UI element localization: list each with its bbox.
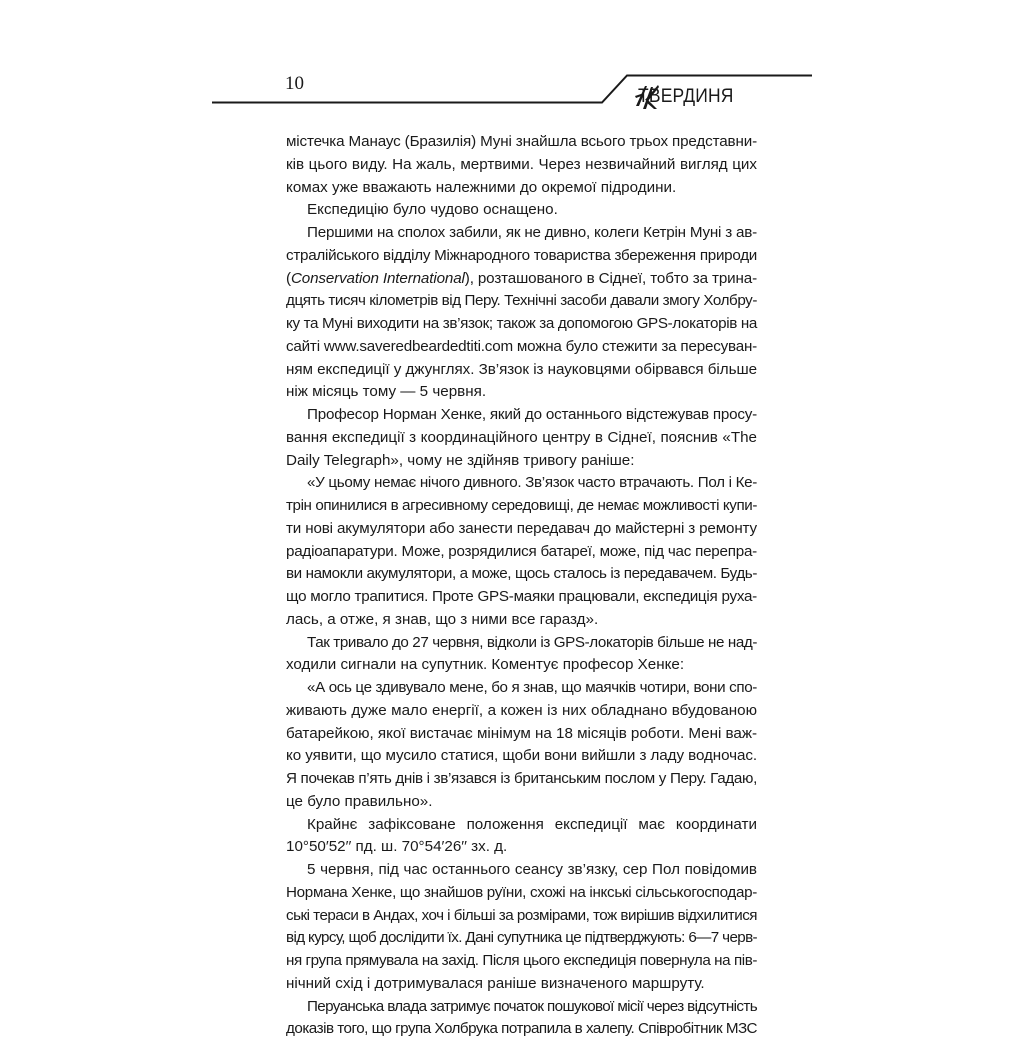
- text-line: ня група прямувала на захід. Після цього експедиція повернула на пів-: [286, 952, 757, 969]
- text-line: «А ось це здивувало мене, бо я знав, що маячків чотири, вони спо-: [307, 679, 757, 696]
- text-line: Так тривало до 27 червня, відколи із GPS-локаторів більше не над-: [307, 633, 757, 651]
- text-line: ням експедиції у джунглях. Зв’язок із науковцями обірвався більше: [286, 360, 757, 378]
- text-line: комах уже вважають належними до окремої підродини.: [286, 178, 677, 196]
- text-line: лась, а отже, я знав, що з ними все гаразд».: [286, 610, 599, 628]
- text-segment: ), розташованого в Сіднеї, тобто за трина-: [464, 269, 758, 287]
- book-page-body: [286, 131, 757, 1041]
- text-line: Крайнє зафіксоване положення експедиції має координати: [307, 815, 757, 833]
- text-line: Експедицію було чудово оснащено.: [307, 201, 558, 219]
- text-line: нічний схід і дотримувалася раніше визначеного маршруту.: [286, 974, 705, 992]
- text-line: 5 червня, під час останнього сеансу зв’язку, сер Пол повідомив: [307, 861, 757, 878]
- text-line: ків цього виду. На жаль, мертвими. Через незвичайний вигляд цих: [286, 155, 757, 173]
- text-line: вання експедиції з координаційного центру в Сіднеї, пояснив «The: [286, 428, 757, 446]
- text-line: ніж місяць тому — 5 червня.: [286, 383, 487, 401]
- text-line: ходили сигнали на супутник. Коментує професор Хенке:: [286, 656, 685, 674]
- text-line: від курсу, щоб дослідити їх. Дані супутника це підтверджують: 6—7 черв-: [286, 929, 757, 947]
- page-header: [0, 0, 1024, 120]
- text-line: дцять тисяч кілометрів від Перу. Технічні засоби давали змогу Холбру-: [286, 292, 758, 310]
- text-line: батарейкою, якої вистачає мінімум на 18 місяців роботи. Мені важ-: [286, 724, 757, 742]
- text-line: ку та Муні виходити на зв’язок; також за допомогою GPS-локаторів на: [286, 315, 757, 332]
- text-line: сайті www.saveredbeardedtiti.com можна було стежити за пересуван-: [286, 337, 757, 355]
- text-line: ви намокли акумулятори, а може, щось сталось із передавачем. Будь-: [286, 565, 757, 583]
- text-line: Перуанська влада затримує початок пошукової місії через відсутність: [307, 997, 757, 1015]
- text-line: трін опинилися в агресивному середовищі, де немає можливості купи-: [286, 497, 757, 514]
- text-line: стралійського відділу Міжнародного товариства збереження природи: [286, 246, 757, 264]
- text-line: Професор Норман Хенке, який до останнього відстежував просу-: [307, 406, 757, 423]
- text-line: доказів того, що група Холбрука потрапила в халепу. Співробітник МЗС: [286, 1020, 757, 1038]
- text-line: ти нові акумулятори або занести передавач до майстерні з ремонту: [286, 519, 757, 537]
- italic-organization-name: Conservation International: [290, 269, 465, 287]
- text-line: [286, 268, 757, 291]
- text-line: Першими на сполох забили, як не дивно, колеги Кетрін Муні з ав-: [307, 224, 757, 241]
- page-number: 10: [285, 73, 304, 94]
- text-line: що могло трапитися. Проте GPS-маяки працювали, експедиція руха-: [286, 588, 757, 605]
- text-line: це було правильно».: [286, 792, 433, 810]
- header-rule: [0, 0, 1024, 120]
- text-line: 10°50′52′′ пд. ш. 70°54′26′′ зх. д.: [286, 838, 508, 856]
- text-line: Я почекав п’ять днів і зв’язався із британським послом у Перу. Гадаю,: [286, 770, 757, 787]
- publisher-mark: [632, 82, 742, 112]
- text-line: Daily Telegraph», чому не здійняв тривогу раніше:: [286, 451, 635, 469]
- text-line: містечка Манаус (Бразилія) Муні знайшла всього трьох представни-: [286, 133, 757, 150]
- text-line: «У цьому немає нічого дивного. Зв’язок часто втрачають. Пол і Ке-: [307, 474, 757, 492]
- text-line: ко уявити, що мусило статися, щоби вони вийшли з ладу водночас.: [286, 747, 757, 765]
- text-line: живають дуже мало енергії, а кожен із них обладнано вбудованою: [286, 701, 757, 719]
- text-line: Нормана Хенке, що знайшов руїни, схожі на інкські сільськогосподар-: [286, 883, 757, 901]
- text-segment: (: [286, 269, 291, 287]
- text-line: радіоапаратури. Може, розрядилися батареї, може, під час перепра-: [286, 542, 758, 560]
- text-line: ські тераси в Андах, хоч і більші за розмірами, тож вирішив відхилитися: [286, 906, 757, 924]
- publisher-name: ТВЕРДИНЯ: [638, 86, 734, 107]
